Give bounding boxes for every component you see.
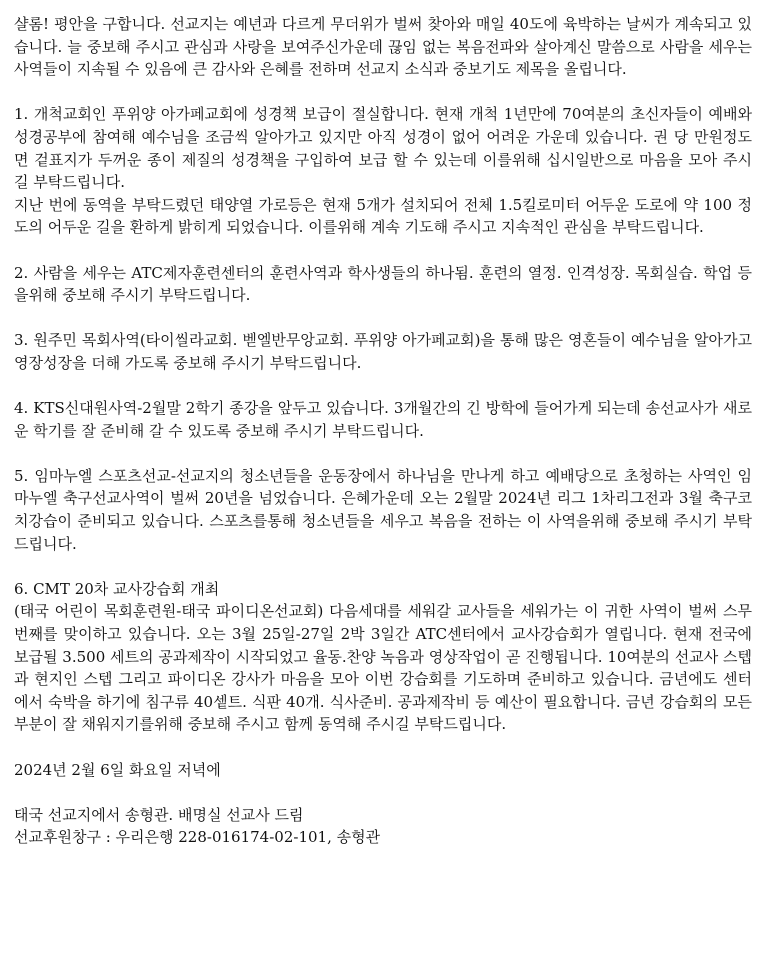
signature-block xyxy=(14,804,752,849)
letter-date: 2024년 2월 6일 화요일 저녁에 xyxy=(14,760,221,779)
prayer-item-5 xyxy=(14,465,752,555)
bank-account-line: 선교후원창구 : 우리은행 228-016174-02-101, 송형관 xyxy=(14,828,381,847)
sender-line: 태국 선교지에서 송형관. 배명실 선교사 드림 xyxy=(14,805,304,824)
prayer-item-1-followup: 지난 번에 동역을 부탁드렸던 태양열 가로등은 현재 5개가 설치되어 전체 1.5킬로미터 어두운 도로에 약 100 정도의 어두운 길을 환하게 밝히게 되었습니다. 이를위해 계속 기도해 주시고 지속적인 관심을 부탁드립니다. xyxy=(14,195,752,237)
prayer-item-3-text: 3. 원주민 목회사역(타이씰라교회. 벧엘반무앙교회. 푸위양 아가페교회)을 통해 많은 영혼들이 예수님을 알아가고 영장성장을 더해 가도록 중보해 주시기 부탁드립니다. xyxy=(14,331,752,372)
prayer-item-2 xyxy=(14,262,752,307)
prayer-item-3 xyxy=(14,329,752,374)
prayer-item-2-text: 2. 사람을 세우는 ATC제자훈련센터의 훈련사역과 학사생들의 하나됨. 훈련의 열정. 인격성장. 목회실습. 학업 등을위해 중보해 주시기 부탁드립니다. xyxy=(14,263,752,305)
letter-document xyxy=(14,13,752,849)
intro-paragraph: 샬롬! 평안을 구합니다. 선교지는 예년과 다르게 무더위가 벌써 찾아와 매일 40도에 육박하는 날씨가 계속되고 있습니다. 늘 중보해 주시고 관심과 사랑을 보여주신가운데 끊임 없는 복음전파와 살아계신 말씀으로 사람을 세우는 사역들이 지속될 수 있음에 큰 감사와 은혜를 전하며 선교지 소식과 중보기도 제목을 올립니다. xyxy=(14,15,752,79)
prayer-item-4-text: 4. KTS신대원사역-2월말 2학기 종강을 앞두고 있습니다. 3개월간의 긴 방학에 들어가게 되는데 송선교사가 새로운 학기를 잘 준비해 갈 수 있도록 중보해 주시기 부탁드립니다. xyxy=(14,399,752,440)
prayer-item-1 xyxy=(14,103,752,239)
prayer-item-5-text: 5. 임마누엘 스포츠선교-선교지의 청소년들을 운동장에서 하나님을 만나게 하고 예배당으로 초청하는 사역인 임마누엘 축구선교사역이 벌써 20년을 넘었습니다. 은혜가운데 오는 2월말 2024년 리그 1차리그전과 3월 축구코치강습이 준비되고 있습니다. 스포츠를통해 청소년들을 세우고 복음을 전하는 이 사역을위해 중보해 주시기 부탁드립니다. xyxy=(14,466,752,553)
prayer-item-6 xyxy=(14,578,752,736)
prayer-item-6-text: (태국 어린이 목회훈련원-태국 파이디온선교회) 다음세대를 세워갈 교사들을 세워가는 이 귀한 사역이 벌써 스무번째를 맞이하고 있습니다. 오는 3월 25일-27일 2박 3일간 ATC센터에서 교사강습회가 열립니다. 현재 전국에 보급될 3.500 세트의 공과제작이 시작되었고 율동.찬양 녹음과 영상작업이 곧 진행됩니다. 10여분의 선교사 스텝과 현지인 스텝 그리고 파이디온 강사가 마음을 모아 이번 강습회를 기도하며 준비하고 있습니다. 금년에도 센터에서 숙박을 하기에 침구류 40셑트. 식판 40개. 식사준비. 공과제작비 등 예산이 필요합니다. 금년 강습회의 모든 부분이 잘 채워지기를위해 중보해 주시고 함께 동역해 주시길 부탁드립니다. xyxy=(14,602,752,734)
prayer-item-6-title: 6. CMT 20차 교사강습회 개최 xyxy=(14,579,220,598)
prayer-item-4 xyxy=(14,397,752,442)
prayer-item-1-text: 1. 개척교회인 푸위양 아가페교회에 성경책 보급이 절실합니다. 현재 개척 1년만에 70여분의 초신자들이 예배와 성경공부에 참여해 예수님을 조금씩 알아가고 있지만 아직 성경이 없어 어려운 가운데 있습니다. 권 당 만원정도면 겉표지가 두꺼운 종이 제질의 성경책을 구입하여 보급 할 수 있는데 이를위해 십시일반으로 마음을 모아 주시길 부탁드립니다. xyxy=(14,105,752,192)
